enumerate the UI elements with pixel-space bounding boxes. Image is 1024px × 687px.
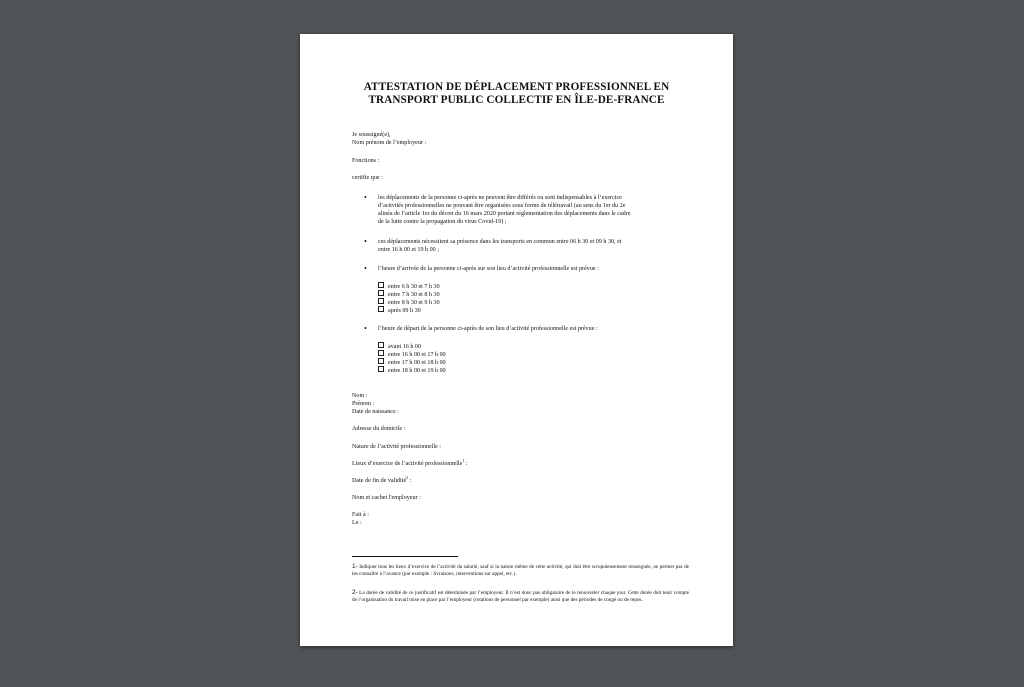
date-label: Le : [352, 520, 362, 526]
checkbox-icon[interactable] [378, 366, 384, 372]
bullet1-line2: d’activités professionnelles ne pouvant être organisées sous forme de télétravail (au sens du 1er du 2e [378, 203, 626, 209]
nom-label: Nom : [352, 393, 368, 399]
footnote-1: 1- Indiquer tous les lieux d’exercice de l’activité du salarié, sauf si la nature même de cette activité, qui doit être scrupuleusement renseignée, ne permet pas de les connaître à l’avance (par exemple : livraisons, interventions sur appel, etc.). [352, 563, 689, 578]
checkbox-icon[interactable] [378, 290, 384, 296]
bullet4-text: l’heure de départ de la personne ci-après de son lieu d’activité professionnelle est prévue : [378, 326, 598, 332]
arrival-option-1[interactable]: entre 6 h 30 et 7 h 30 [378, 282, 440, 292]
checkbox-icon[interactable] [378, 350, 384, 356]
address-label: Adresse du domicile : [352, 426, 406, 432]
arrival-option-4[interactable]: après 09 h 30 [378, 306, 421, 316]
checkbox-icon[interactable] [378, 298, 384, 304]
title-line-1: ATTESTATION DE DÉPLACEMENT PROFESSIONNEL EN [363, 81, 670, 93]
bullet-dot: • [364, 193, 367, 202]
footnote-ref-1: 1 [462, 458, 465, 463]
bullet1-line3: alinéa de l’article 1er du décret du 16 mars 2020 portant réglementation des déplacements dans le cadre [378, 211, 631, 217]
departure-option-2[interactable]: entre 16 h 00 et 17 h 00 [378, 350, 446, 360]
arrival-option-3[interactable]: entre 8 h 30 et 9 h 30 [378, 298, 440, 308]
arrival-option-2[interactable]: entre 7 h 30 et 8 h 30 [378, 290, 440, 300]
birthdate-label: Date de naissance : [352, 409, 399, 415]
document-page [300, 34, 733, 646]
soussigne-text: Je soussigné(e), [352, 132, 391, 138]
bullet1-line1: les déplacements de la personne ci-après ne peuvent être différés ou sont indispensables à l’exercice [378, 195, 622, 201]
activity-location-label: Lieux d’exercice de l’activité professionnelle$^1$ : [352, 458, 468, 467]
page-title [320, 81, 713, 107]
footnote-ref-2: 2 [406, 475, 409, 480]
footnote-divider [352, 556, 458, 557]
departure-option-4[interactable]: entre 18 h 00 et 19 h 00 [378, 366, 446, 376]
departure-option-3[interactable]: entre 17 h 00 et 18 h 00 [378, 358, 446, 368]
bullet-dot: • [364, 264, 367, 273]
prenom-label: Prénom : [352, 401, 375, 407]
bullet-dot: • [364, 324, 367, 333]
fait-a-label: Fait à : [352, 512, 369, 518]
bullet3-text: l’heure d’arrivée de la personne ci-après sur son lieu d’activité professionnelle est prévue : [378, 266, 599, 272]
fonctions-label: Fonctions : [352, 158, 380, 164]
validity-date-label: Date de fin de validité$^2$ : [352, 475, 412, 484]
certifie-text: certifie que : [352, 175, 383, 181]
bullet1-line4: de la lutte contre la propagation du virus Covid-19) ; [378, 219, 507, 225]
employer-name-label: Nom prénom de l’employeur : [352, 140, 427, 146]
checkbox-icon[interactable] [378, 306, 384, 312]
bullet2-line1: ces déplacements nécessitent sa présence dans les transports en commun entre 06 h 30 et 09 h 30, et [378, 239, 622, 245]
title-line-2: TRANSPORT PUBLIC COLLECTIF EN ÎLE-DE-FRANCE [368, 94, 665, 106]
checkbox-icon[interactable] [378, 342, 384, 348]
bullet-dot: • [364, 237, 367, 246]
employer-stamp-label: Nom et cachet l'employeur : [352, 495, 421, 501]
bullet2-line2: entre 16 h 00 et 19 h 00 ; [378, 247, 439, 253]
activity-nature-label: Nature de l’activité professionnelle : [352, 444, 442, 450]
checkbox-icon[interactable] [378, 358, 384, 364]
checkbox-icon[interactable] [378, 282, 384, 288]
footnote-2: 2- La durée de validité de ce justificatif est déterminée par l’employeur. Il n’est donc pas obligatoire de le renouveler chaque jour. Cette durée doit tenir compte de l’organisation du travail mise en place par l’employeur (rotations de personnel par exemple) ainsi que des périodes de congé ou de repos. [352, 589, 689, 604]
departure-option-1[interactable]: avant 16 h 00 [378, 342, 421, 352]
